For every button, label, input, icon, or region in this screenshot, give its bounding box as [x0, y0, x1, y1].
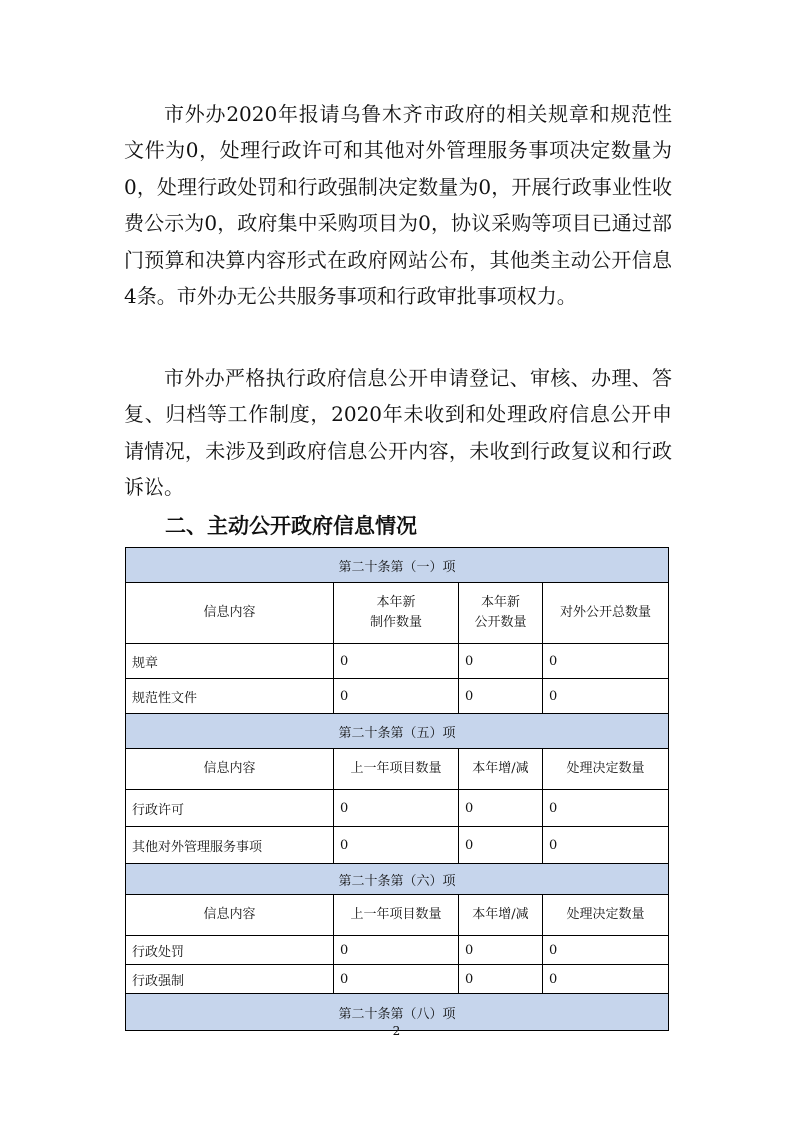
column-header: 本年增/减	[459, 749, 543, 790]
column-header: 本年新 公开数量	[459, 583, 543, 644]
section-row	[126, 548, 669, 583]
section-heading: 二、主动公开政府信息情况	[165, 514, 417, 538]
column-header: 处理决定数量	[543, 895, 669, 936]
table-row	[126, 790, 669, 827]
header-row	[126, 583, 669, 644]
column-header: 信息内容	[126, 749, 334, 790]
row-label: 规范性文件	[126, 679, 334, 714]
cell-value: 0	[334, 790, 459, 827]
cell-value: 0	[334, 827, 459, 864]
cell-value: 0	[459, 790, 543, 827]
cell-value: 0	[459, 827, 543, 864]
column-header: 上一年项目数量	[334, 895, 459, 936]
cell-value: 0	[543, 827, 669, 864]
cell-value: 0	[334, 644, 459, 679]
cell-value: 0	[459, 936, 543, 965]
column-header: 本年增/减	[459, 895, 543, 936]
cell-value: 0	[543, 790, 669, 827]
disclosure-table	[125, 547, 669, 1031]
cell-value: 0	[459, 679, 543, 714]
section-title: 第二十条第（六）项	[126, 864, 669, 895]
row-label: 行政强制	[126, 965, 334, 994]
section-row	[126, 864, 669, 895]
table-row	[126, 965, 669, 994]
table-row	[126, 827, 669, 864]
section-row	[126, 714, 669, 749]
table-row	[126, 644, 669, 679]
section-title: 第二十条第（八）项	[126, 994, 669, 1031]
column-header: 对外公开总数量	[543, 583, 669, 644]
body-paragraph-2: 市外办严格执行政府信息公开申请登记、审核、办理、答复、归档等工作制度，2020年未收到和处理政府信息公开申请情况，未涉及到政府信息公开内容，未收到行政复议和行政诉讼。	[124, 366, 672, 500]
cell-value: 0	[334, 965, 459, 994]
table-row	[126, 679, 669, 714]
column-header: 信息内容	[126, 583, 334, 644]
cell-value: 0	[459, 644, 543, 679]
cell-value: 0	[334, 936, 459, 965]
table-row	[126, 936, 669, 965]
body-paragraph-1: 市外办2020年报请乌鲁木齐市政府的相关规章和规范性文件为0，处理行政许可和其他对外管理服务事项决定数量为0，处理行政处罚和行政强制决定数量为0，开展行政事业性收费公示为0，政府集中采购项目为0，协议采购等项目已通过部门预算和决算内容形式在政府网站公布，其他类主动公开信息4条。市外办无公共服务事项和行政审批事项权力。	[124, 102, 672, 309]
row-label: 行政处罚	[126, 936, 334, 965]
column-header: 处理决定数量	[543, 749, 669, 790]
section-title: 第二十条第（一）项	[126, 548, 669, 583]
row-label: 其他对外管理服务事项	[126, 827, 334, 864]
row-label: 规章	[126, 644, 334, 679]
section-title: 第二十条第（五）项	[126, 714, 669, 749]
header-row	[126, 895, 669, 936]
cell-value: 0	[543, 965, 669, 994]
page-number: 2	[392, 1024, 401, 1038]
row-label: 行政许可	[126, 790, 334, 827]
column-header: 信息内容	[126, 895, 334, 936]
column-header: 上一年项目数量	[334, 749, 459, 790]
cell-value: 0	[334, 679, 459, 714]
cell-value: 0	[543, 644, 669, 679]
column-header: 本年新 制作数量	[334, 583, 459, 644]
cell-value: 0	[459, 965, 543, 994]
cell-value: 0	[543, 679, 669, 714]
cell-value: 0	[543, 936, 669, 965]
header-row	[126, 749, 669, 790]
